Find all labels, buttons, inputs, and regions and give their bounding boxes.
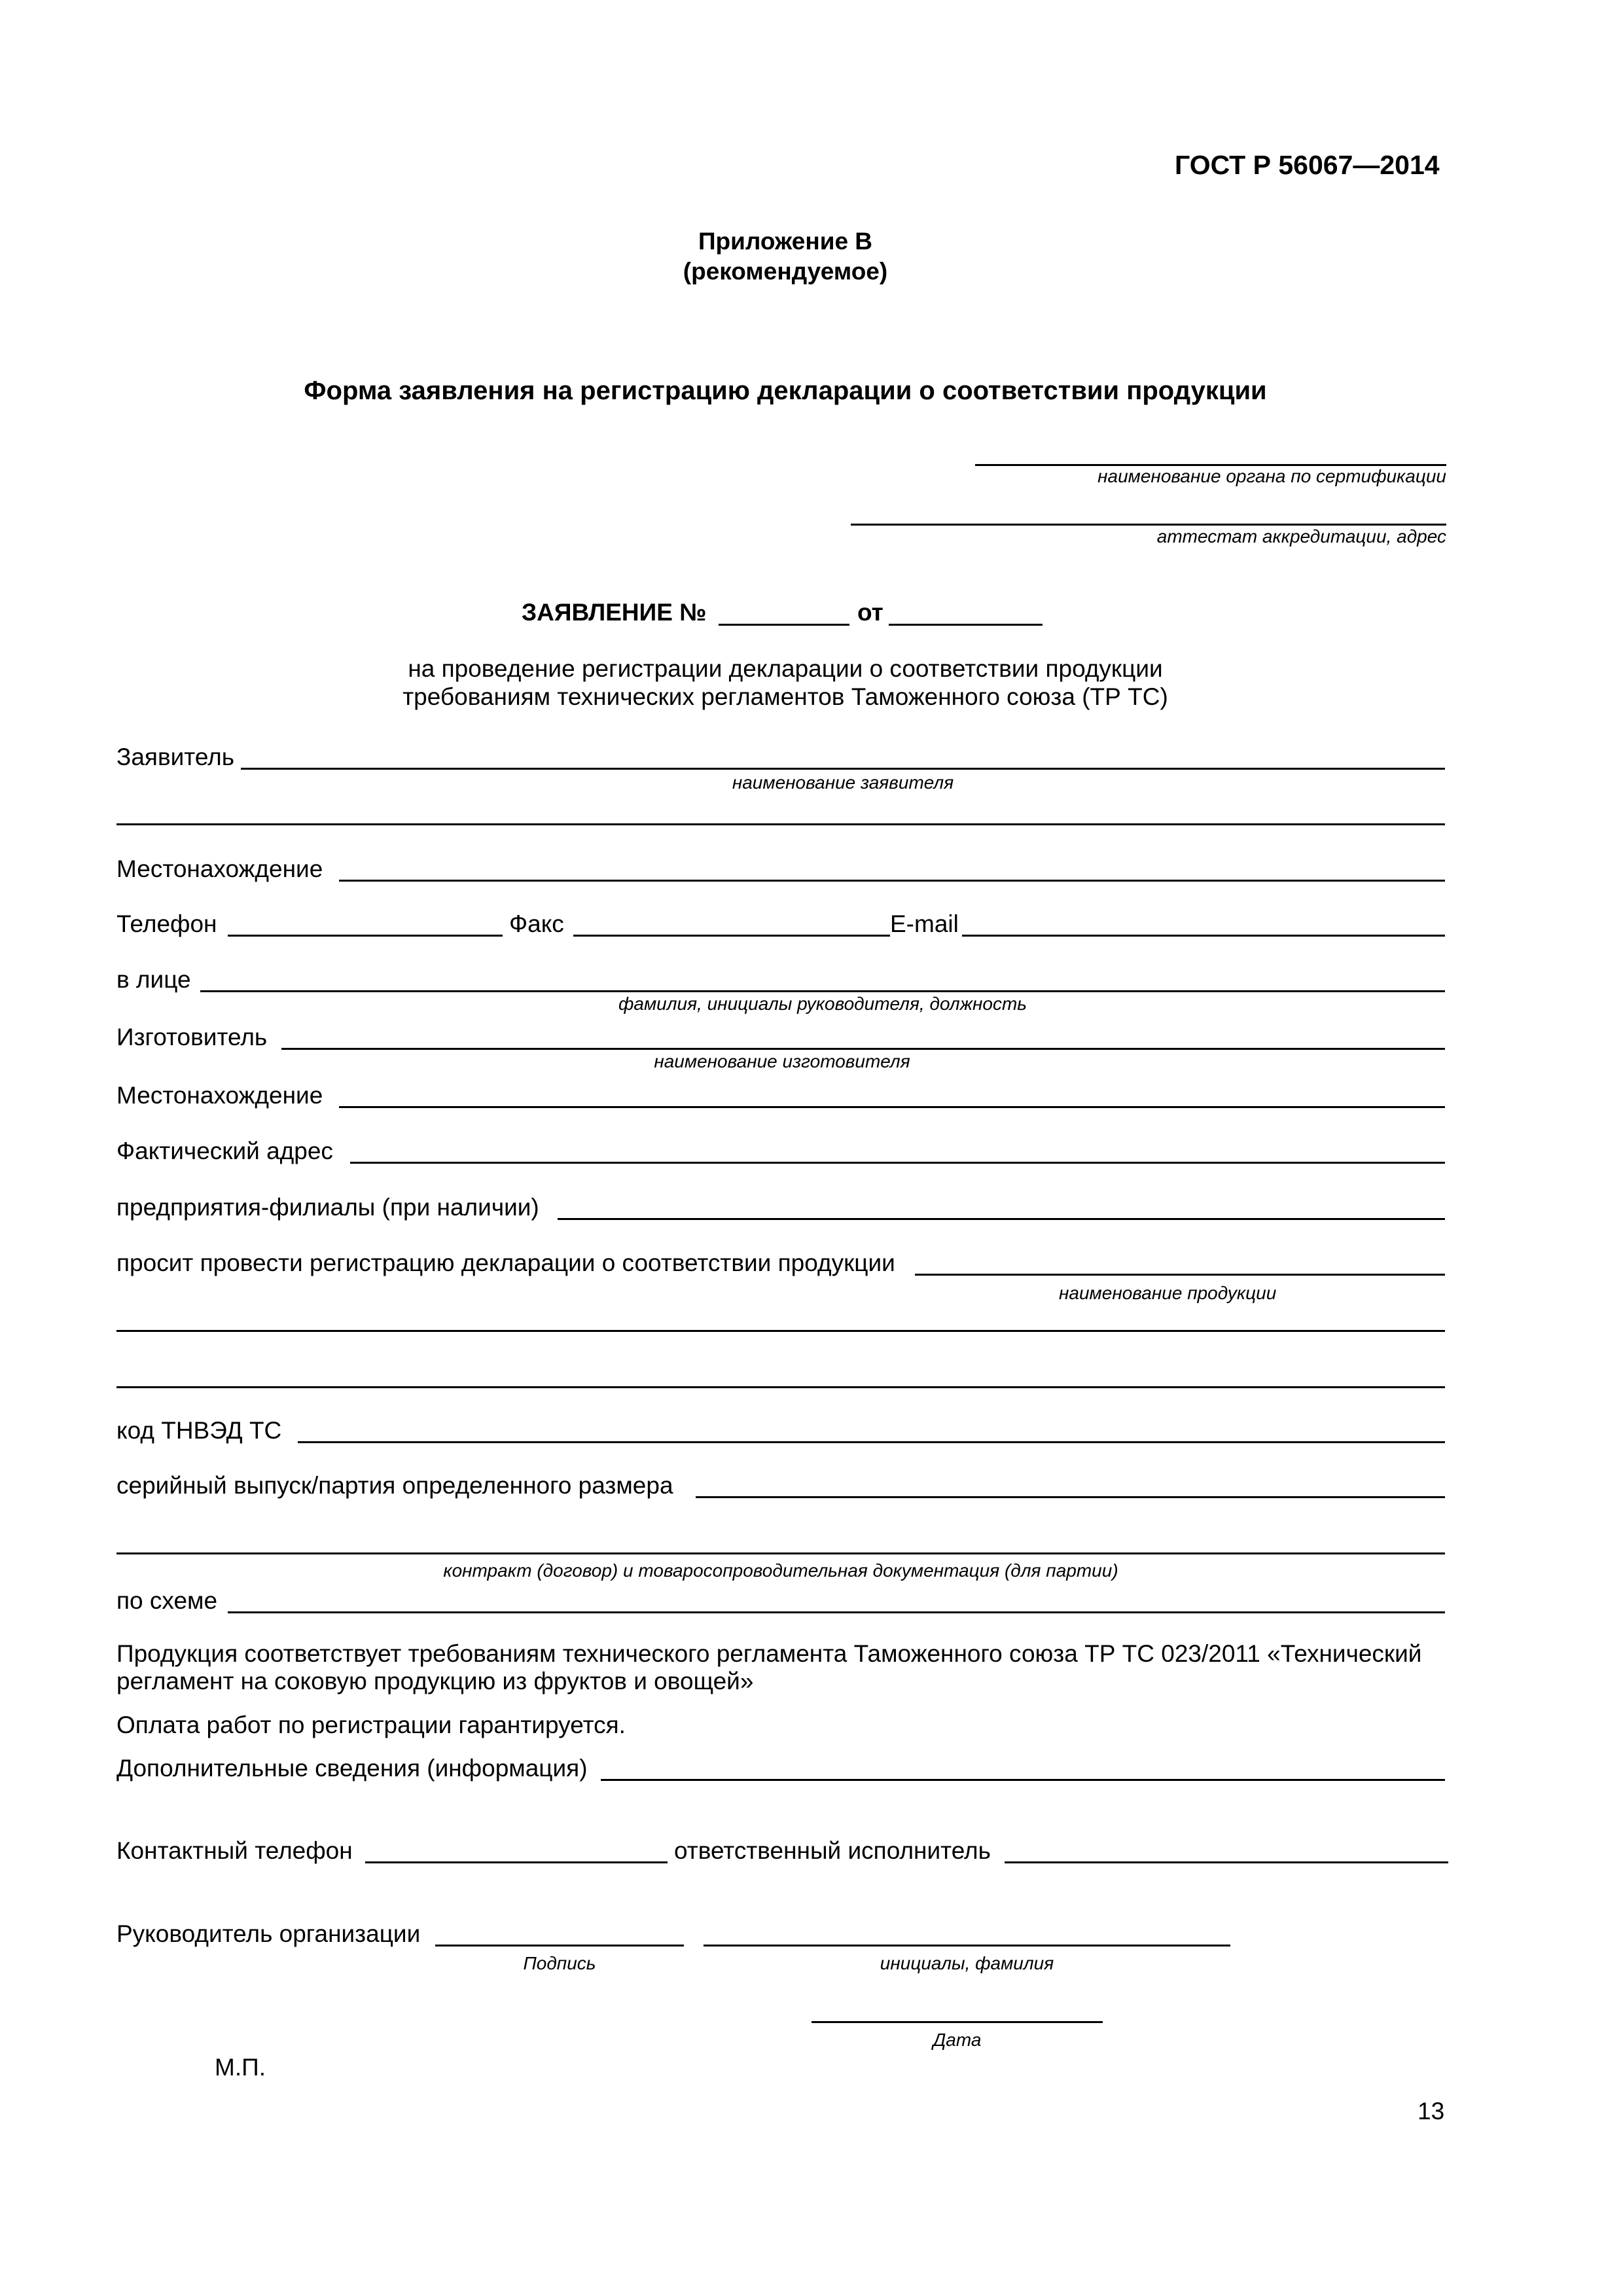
executor-label: ответственный исполнитель xyxy=(674,1837,991,1864)
name-caption: инициалы, фамилия xyxy=(880,1953,1054,1973)
contact-phone-line[interactable] xyxy=(365,1861,668,1863)
applicant-line[interactable] xyxy=(241,768,1445,770)
scheme-label: по схеме xyxy=(116,1587,218,1614)
application-date-line[interactable] xyxy=(889,624,1043,626)
appendix-note: (рекомендуемое) xyxy=(683,258,888,285)
accreditation-caption: аттестат аккредитации, адрес xyxy=(1156,526,1446,547)
applicant-line-2[interactable] xyxy=(116,823,1445,825)
location-line-2[interactable] xyxy=(339,1106,1445,1108)
represented-caption: фамилия, инициалы руководителя, должность xyxy=(618,994,1027,1014)
appendix-title: Приложение В xyxy=(698,228,873,255)
additional-info-line[interactable] xyxy=(601,1779,1445,1781)
accreditation-line[interactable] xyxy=(851,524,1446,526)
application-label: ЗАЯВЛЕНИЕ № xyxy=(522,599,707,626)
standard-number: ГОСТ Р 56067—2014 xyxy=(1175,150,1440,180)
branches-line[interactable] xyxy=(558,1218,1445,1220)
cert-body-caption: наименование органа по сертификации xyxy=(1097,466,1446,486)
payment-statement: Оплата работ по регистрации гарантируется. xyxy=(116,1712,626,1738)
tnved-label: код ТНВЭД ТС xyxy=(116,1417,282,1444)
applicant-label: Заявитель xyxy=(116,744,235,770)
serial-label: серийный выпуск/партия определенного размера xyxy=(116,1472,673,1499)
signature-caption: Подпись xyxy=(523,1953,596,1973)
tnved-line[interactable] xyxy=(298,1441,1445,1443)
signature-line[interactable] xyxy=(435,1945,684,1946)
form-title: Форма заявления на регистрацию декларации о соответствии продукции xyxy=(304,376,1267,405)
phone-line[interactable] xyxy=(228,935,503,937)
manufacturer-line[interactable] xyxy=(281,1048,1445,1050)
product-line-3[interactable] xyxy=(116,1386,1445,1388)
actual-address-label: Фактический адрес xyxy=(116,1138,333,1164)
location-line-1[interactable] xyxy=(339,880,1445,882)
applicant-caption: наименование заявителя xyxy=(732,772,954,793)
date-line[interactable] xyxy=(812,2021,1103,2023)
conformity-line-2: регламент на соковую продукцию из фруктов и овощей» xyxy=(116,1668,754,1695)
name-line[interactable] xyxy=(704,1945,1230,1946)
seal-mark: М.П. xyxy=(215,2054,266,2081)
location-label-2: Местонахождение xyxy=(116,1082,323,1109)
contract-caption: контракт (договор) и товаросопроводительная документация (для партии) xyxy=(443,1560,1118,1581)
application-number-line[interactable] xyxy=(719,624,849,626)
manufacturer-label: Изготовитель xyxy=(116,1024,268,1050)
email-label: E-mail xyxy=(890,910,959,937)
manufacturer-caption: наименование изготовителя xyxy=(654,1051,910,1071)
purpose-line-2: требованиям технических регламентов Таможенного союза (ТР ТС) xyxy=(402,683,1168,710)
executor-line[interactable] xyxy=(1005,1861,1448,1863)
conformity-line-1: Продукция соответствует требованиям технического регламента Таможенного союза ТР ТС 023/2011 «Технический xyxy=(116,1640,1422,1667)
fax-label: Факс xyxy=(509,910,564,937)
additional-info-label: Дополнительные сведения (информация) xyxy=(116,1755,588,1782)
branches-label: предприятия-филиалы (при наличии) xyxy=(116,1194,539,1221)
actual-address-line[interactable] xyxy=(350,1162,1445,1164)
scheme-line[interactable] xyxy=(228,1611,1445,1613)
page-number: 13 xyxy=(1418,2098,1445,2125)
fax-line[interactable] xyxy=(573,935,890,937)
product-line-2[interactable] xyxy=(116,1330,1445,1332)
email-line[interactable] xyxy=(962,935,1445,937)
phone-label: Телефон xyxy=(116,910,217,937)
head-label: Руководитель организации xyxy=(116,1920,421,1947)
application-from: от xyxy=(857,599,883,626)
date-caption: Дата xyxy=(933,2030,982,2050)
purpose-line-1: на проведение регистрации декларации о соответствии продукции xyxy=(408,655,1163,682)
represented-label: в лице xyxy=(116,966,191,993)
product-caption: наименование продукции xyxy=(1059,1283,1277,1303)
serial-line[interactable] xyxy=(696,1496,1445,1498)
represented-line[interactable] xyxy=(200,990,1445,992)
location-label-1: Местонахождение xyxy=(116,855,323,882)
serial-line-2[interactable] xyxy=(116,1552,1445,1554)
contact-phone-label: Контактный телефон xyxy=(116,1837,353,1864)
product-line[interactable] xyxy=(915,1274,1445,1276)
request-label: просит провести регистрацию декларации о соответствии продукции xyxy=(116,1249,895,1276)
